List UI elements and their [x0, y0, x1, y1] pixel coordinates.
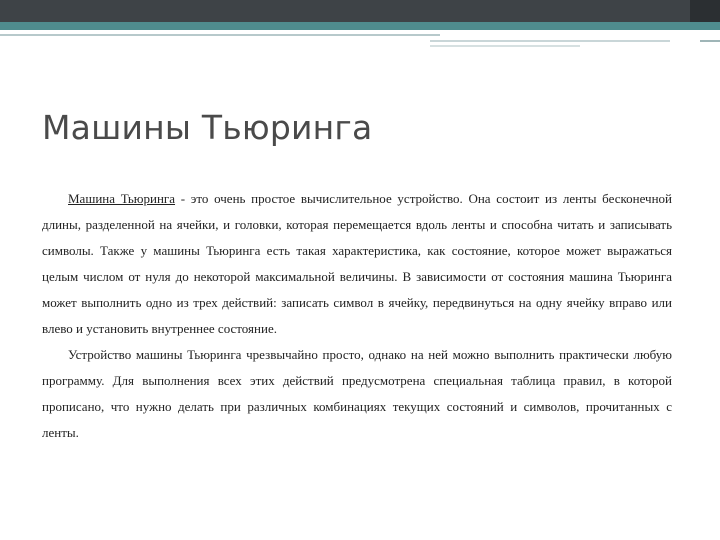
paragraph-1-text: - это очень простое вычислительное устройство. Она состоит из ленты бесконечной длины, разделенной на ячейки, и головки, которая перемещается вдоль ленты и способна читать и записывать символы. Также у машины Тьюринга есть такая характеристика, как состояние, которое может выражаться целым числом от нуля до некоторой максимальной величины. В зависимости от состояния машина Тьюринга может выполнить одно из трех действий: записать символ в ячейку, передвинуться на одну ячейку вправо или влево и установить внутреннее состояние.: [42, 191, 672, 336]
paragraph-2: Устройство машины Тьюринга чрезвычайно просто, однако на ней можно выполнить практически любую программу. Для выполнения всех этих действий предусмотрена специальная таблица правил, в которой прописано, что нужно делать при различных комбинациях текущих состояний и символов, прочитанных с ленты.: [42, 347, 672, 440]
paragraph-1: [42, 186, 672, 342]
decorative-line: [700, 40, 720, 42]
decorative-line: [430, 45, 580, 47]
header-band-corner: [690, 0, 720, 22]
decorative-line: [430, 40, 670, 42]
slide-body: [42, 186, 672, 446]
slide-title: Машины Тьюринга: [42, 108, 373, 147]
header-band: [0, 0, 720, 22]
decorative-line: [0, 34, 440, 36]
header-accent-line: [0, 22, 720, 30]
term-turing-machine: Машина Тьюринга: [68, 191, 176, 206]
